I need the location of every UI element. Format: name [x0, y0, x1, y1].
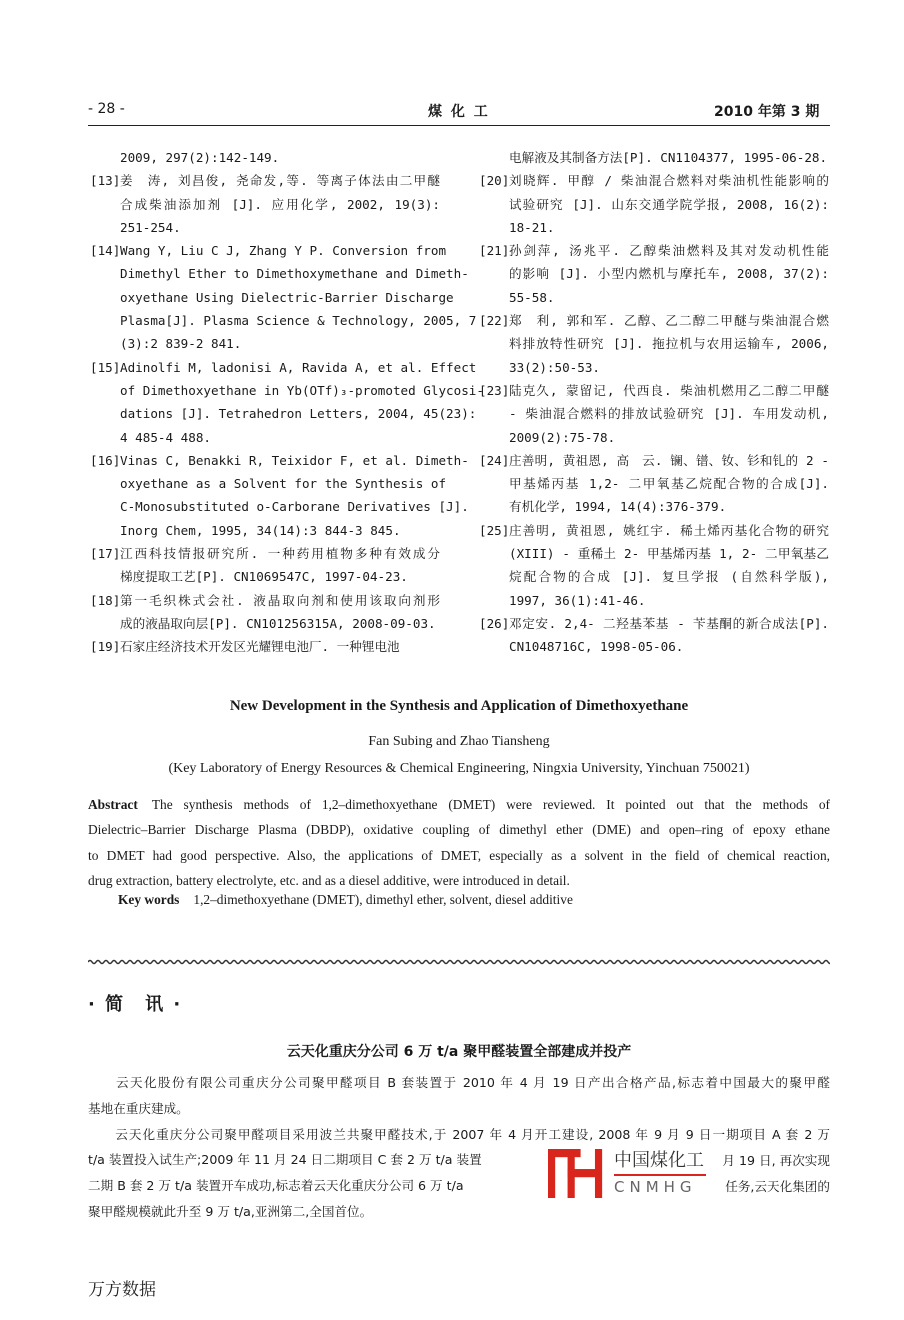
- reference-text: Vinas C, Benakki R, Teixidor F, et al. Dimeth-: [120, 452, 469, 468]
- reference-line: [90, 589, 440, 612]
- reference-line: 甲基烯丙基 1,2- 二甲氧基乙烷配合物的合成[J].: [509, 476, 829, 492]
- english-authors: Fan Subing and Zhao Tiansheng: [368, 734, 550, 749]
- reference-line: [90, 239, 447, 262]
- reference-line: 55-58.: [509, 289, 555, 305]
- watermark-line: [614, 1174, 706, 1176]
- reference-text: 郑 利, 郭和军. 乙醇、乙二醇二甲醚与柴油混合燃: [509, 313, 829, 329]
- reference-item: [479, 379, 829, 449]
- reference-line: 的影响 [J]. 小型内燃机与摩托车, 2008, 37(2):: [509, 266, 829, 282]
- reference-text: 庄善明, 黄祖恩, 高 云. 镧、镨、钕、钐和钆的 2 -: [509, 452, 829, 468]
- issue-label: 2010 年第 3 期: [714, 104, 820, 120]
- reference-line: [479, 239, 829, 262]
- reference-line: 有机化学, 1994, 14(4):376-379.: [509, 499, 727, 515]
- reference-line: (3):2 839-2 841.: [120, 336, 242, 352]
- reference-line: of Dimethoxyethane in Yb(OTf)₃-promoted Glycosi-: [120, 382, 484, 398]
- references-left-column: [90, 146, 484, 659]
- reference-line: 1997, 36(1):41-46.: [509, 592, 646, 608]
- reference-number: [16]: [90, 452, 121, 468]
- reference-item: [479, 169, 829, 239]
- reference-line: Inorg Chem, 1995, 34(14):3 844-3 845.: [120, 522, 401, 538]
- header-rule: [88, 125, 830, 126]
- reference-line: 梯度提取工艺[P]. CN1069547C, 1997-04-23.: [120, 569, 408, 585]
- keywords: [118, 892, 573, 908]
- reference-line: 成的液晶取向层[P]. CN101256315A, 2008-09-03.: [120, 615, 436, 631]
- reference-line: [479, 379, 829, 402]
- reference-line: Dimethyl Ether to Dimethoxymethane and Dimeth-: [120, 266, 469, 282]
- reference-item: [90, 635, 440, 658]
- reference-item: [90, 449, 469, 542]
- news-line: t/a 装置投入试生产;2009 年 11 月 24 日二期项目 C 套 2 万 t/a 装置: [88, 1152, 482, 1168]
- section-label-brief: · 简 讯 ·: [88, 994, 183, 1015]
- mh-logo-icon: [548, 1149, 608, 1198]
- reference-item: [90, 169, 440, 239]
- reference-text: Wang Y, Liu C J, Zhang Y P. Conversion from: [120, 243, 447, 259]
- reference-line: 2009(2):75-78.: [509, 429, 616, 445]
- reference-text: 庄善明, 黄祖恩, 姚红宇. 稀土烯丙基化合物的研究: [509, 522, 829, 538]
- reference-line: Plasma[J]. Plasma Science & Technology, 2005, 7: [120, 313, 477, 329]
- reference-text: Adinolfi M, ladonisi A, Ravida A, et al. Effect: [120, 359, 477, 375]
- reference-number: [15]: [90, 359, 121, 375]
- reference-line: [90, 542, 440, 565]
- reference-item: [479, 239, 829, 309]
- reference-line: [90, 356, 477, 379]
- reference-number: [19]: [90, 639, 121, 655]
- news-fragment: 月 19 日, 再次实现: [722, 1151, 830, 1171]
- abstract-line: to DMET had good perspective. Also, the applications of DMET, especially as a solvent in the field of chemical reaction,: [88, 847, 830, 863]
- reference-line: [479, 519, 829, 542]
- reference-number: [18]: [90, 592, 121, 608]
- reference-line: [90, 635, 440, 658]
- reference-line: oxyethane as a Solvent for the Synthesis of: [120, 476, 447, 492]
- watermark-en-text: CNMHG: [614, 1178, 697, 1196]
- reference-line: 试验研究 [J]. 山东交通学院学报, 2008, 16(2):: [509, 196, 829, 212]
- reference-text: 孙剑萍, 汤兆平. 乙醇柴油燃料及其对发动机性能: [509, 243, 829, 259]
- reference-line: 4 485-4 488.: [120, 429, 211, 445]
- reference-text: 邓定安. 2,4- 二羟基苯基 - 苄基酮的新合成法[P].: [509, 615, 829, 631]
- reference-line: [90, 169, 440, 192]
- reference-number: [23]: [479, 382, 510, 398]
- reference-number: [13]: [90, 173, 121, 189]
- reference-number: [17]: [90, 546, 121, 562]
- watermark-logo: [548, 1149, 830, 1198]
- references-right-column: [479, 146, 829, 659]
- news-body: [88, 1070, 830, 1225]
- english-title: New Development in the Synthesis and Application of Dimethoxyethane: [229, 698, 689, 714]
- journal-name: 煤 化 工: [428, 104, 490, 120]
- reference-line: [479, 309, 829, 332]
- reference-number: [14]: [90, 243, 121, 259]
- reference-text: 陆克久, 蒙留记, 代西良. 柴油机燃用乙二醇二甲醚: [509, 382, 829, 398]
- reference-line: [479, 449, 829, 472]
- reference-item: [90, 356, 484, 449]
- reference-line: 料排放特性研究 [J]. 拖拉机与农用运输车, 2006,: [509, 336, 829, 352]
- reference-item: [479, 449, 829, 519]
- reference-continuation: 2009, 297(2):142-149.: [120, 150, 280, 165]
- reference-item: [479, 309, 829, 379]
- reference-number: [22]: [479, 313, 510, 329]
- news-title: 云天化重庆分公司 6 万 t/a 聚甲醛装置全部建成并投产: [286, 1044, 632, 1060]
- reference-item: [90, 589, 440, 636]
- reference-item: [479, 519, 829, 612]
- reference-line: [479, 169, 829, 192]
- reference-line: [479, 612, 829, 635]
- reference-number: [25]: [479, 522, 510, 538]
- news-fragment: 任务,云天化集团的: [725, 1177, 830, 1197]
- reference-line: C-Monosubstituted o-Carborane Derivatives [J].: [120, 499, 469, 515]
- keywords-text: 1,2–dimethoxyethane (DMET), dimethyl ether, solvent, diesel additive: [193, 892, 573, 907]
- reference-item: [90, 542, 440, 589]
- reference-continuation: 电解液及其制备方法[P]. CN1104377, 1995-06-28.: [509, 150, 828, 165]
- english-affiliation: (Key Laboratory of Energy Resources & Chemical Engineering, Ningxia University, Yinchuan 750021): [168, 761, 750, 776]
- reference-line: dations [J]. Tetrahedron Letters, 2004, 45(23):: [120, 406, 477, 422]
- reference-number: [24]: [479, 452, 510, 468]
- news-line: 二期 B 套 2 万 t/a 装置开车成功,标志着云天化重庆分公司 6 万 t/a: [88, 1178, 464, 1194]
- abstract-label: Abstract: [88, 797, 138, 812]
- reference-item: [90, 239, 477, 355]
- news-line: 基地在重庆建成。: [88, 1100, 189, 1116]
- wavy-divider: [88, 955, 830, 969]
- reference-number: [21]: [479, 243, 510, 259]
- news-line: 聚甲醛规模就此升至 9 万 t/a,亚洲第二,全国首位。: [88, 1203, 373, 1219]
- reference-line: oxyethane Using Dielectric-Barrier Discharge: [120, 289, 454, 305]
- reference-line: 烷配合物的合成 [J]. 复旦学报 (自然科学版),: [509, 569, 829, 585]
- news-line: 云天化股份有限公司重庆分公司聚甲醛项目 B 套装置于 2010 年 4 月 19 日产出合格产品,标志着中国最大的聚甲醛: [88, 1075, 830, 1090]
- abstract-text: The synthesis methods of 1,2–dimethoxyethane (DMET) were reviewed. It pointed out that the methods of: [151, 797, 830, 812]
- page-number: - 28 -: [88, 101, 125, 117]
- reference-line: 251-254.: [120, 219, 181, 235]
- reference-text: 刘晓辉. 甲醇 / 柴油混合燃料对柴油机性能影响的: [509, 173, 829, 189]
- reference-text: 姜 涛, 刘昌俊, 尧命发,等. 等离子体法由二甲醚: [120, 173, 440, 189]
- reference-line: 18-21.: [509, 219, 555, 235]
- reference-line: 合成柴油添加剂 [J]. 应用化学, 2002, 19(3):: [120, 196, 440, 212]
- reference-number: [20]: [479, 173, 510, 189]
- reference-line: - 柴油混合燃料的排放试验研究 [J]. 车用发动机,: [509, 406, 829, 422]
- keywords-label: Key words: [118, 892, 180, 907]
- reference-item: [479, 612, 829, 659]
- abstract-line: [88, 792, 830, 817]
- reference-text: 石家庄经济技术开发区光耀锂电池厂. 一种锂电池: [120, 639, 400, 655]
- reference-line: (XIII) - 重稀土 2- 甲基烯丙基 1, 2- 二甲氧基乙: [509, 546, 829, 562]
- footer-source: 万方数据: [88, 1280, 156, 1300]
- reference-text: 江西科技情报研究所. 一种药用植物多种有效成分: [120, 546, 440, 562]
- reference-number: [26]: [479, 615, 510, 631]
- english-abstract: [88, 792, 830, 893]
- reference-line: CN1048716C, 1998-05-06.: [509, 639, 684, 655]
- reference-line: [90, 449, 469, 472]
- abstract-line: drug extraction, battery electrolyte, etc. and as a diesel additive, were introduced in detail.: [88, 872, 570, 888]
- abstract-line: Dielectric–Barrier Discharge Plasma (DBDP), oxidative coupling of dimethyl ether (DME) and open–ring of epoxy ethane: [88, 822, 830, 838]
- reference-text: 第一毛织株式会社. 液晶取向剂和使用该取向剂形: [120, 592, 440, 608]
- reference-line: 33(2):50-53.: [509, 359, 600, 375]
- watermark-cn-text: 中国煤化工: [614, 1150, 704, 1171]
- news-line: 云天化重庆分公司聚甲醛项目采用波兰共聚甲醛技术,于 2007 年 4 月开工建设, 2008 年 9 月 9 日一期项目 A 套 2 万: [88, 1126, 830, 1142]
